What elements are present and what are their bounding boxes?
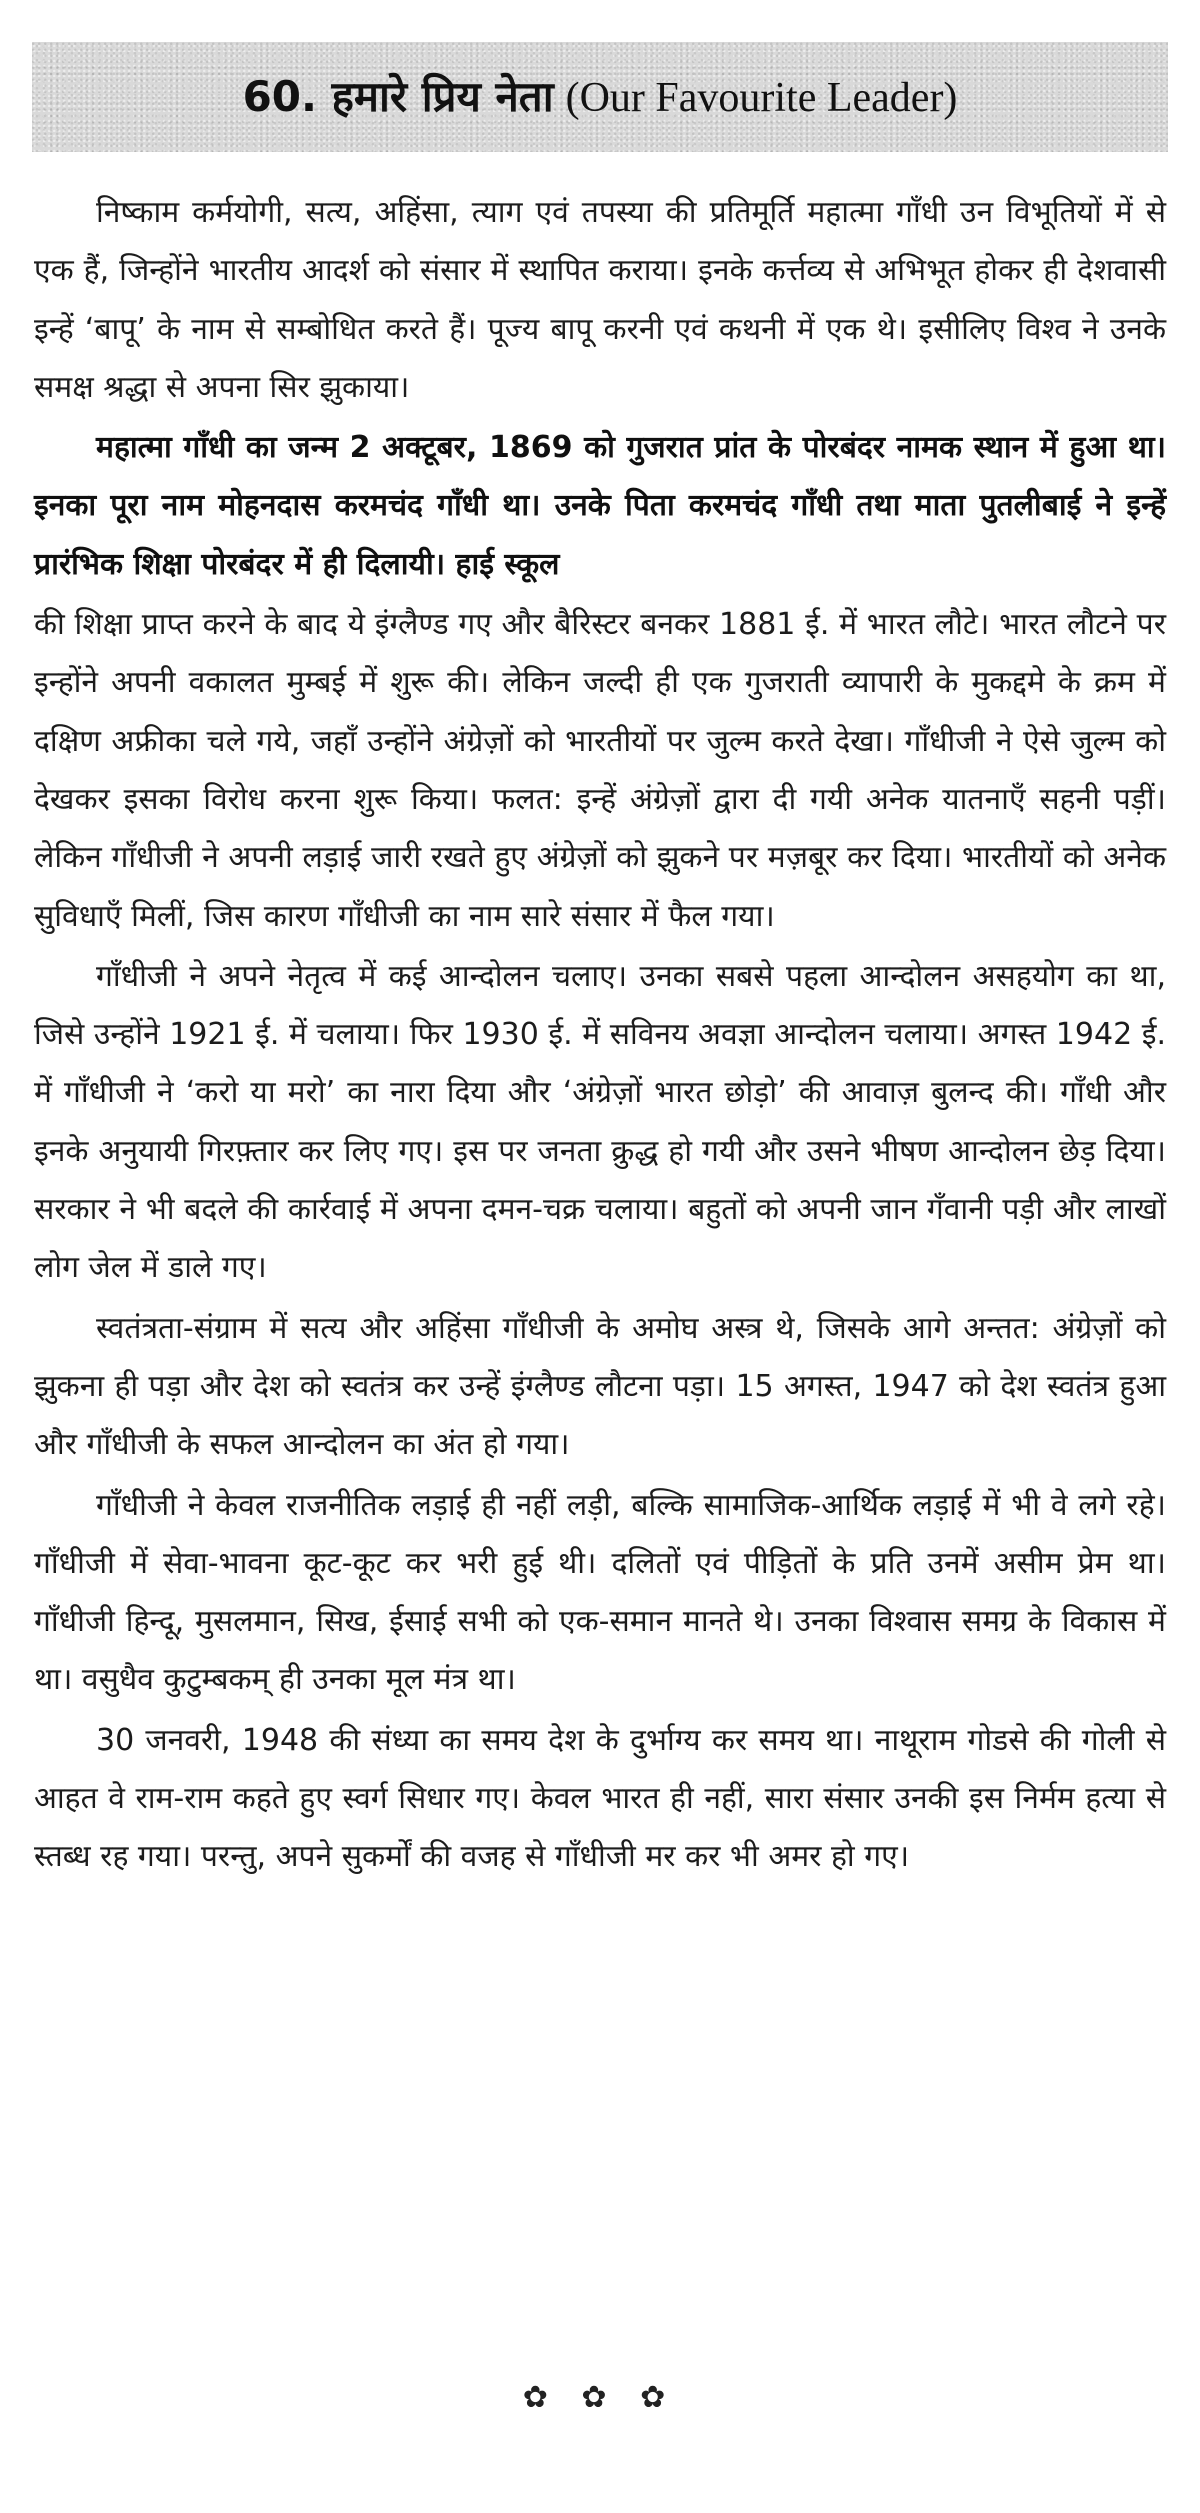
page-title (242, 71, 958, 121)
title-banner (32, 42, 1168, 152)
title-english: (Our Favourite Leader) (565, 74, 958, 121)
paragraph-independence: स्वतंत्रता-संग्राम में सत्य और अहिंसा गाँधीजी के अमोघ अस्त्र थे, जिसके आगे अन्तत: अंग्रेज़ों को झुकना ही पड़ा और देश को स्वतंत्र कर उन्हें इंग्लैण्ड लौटना पड़ा। 15 अगस्त, 1947 को देश स्वतंत्र हुआ और गाँधीजी के सफल आन्दोलन का अंत हो गया। (34, 1310, 1166, 1463)
paragraph-south-africa: की शिक्षा प्राप्त करने के बाद ये इंग्लैण्ड गए और बैरिस्टर बनकर 1881 ई. में भारत लौटे। भारत लौटने पर इन्होंने अपनी वकालत मुम्बई में शुरू की। लेकिन जल्दी ही एक गुजराती व्यापारी के मुकद्दमे के क्रम में दक्षिण अफ्रीका चले गये, जहाँ उन्होंने अंग्रेज़ों को भारतीयों पर जुल्म करते देखा। गाँधीजी ने ऐसे जुल्म को देखकर इसका विरोध करना शुरू किया। फलत: इन्हें अंग्रेज़ों द्वारा दी गयी अनेक यातनाएँ सहनी पड़ीं। लेकिन गाँधीजी ने अपनी लड़ाई जारी रखते हुए अंग्रेज़ों को झुकने पर मज़बूर कर दिया। भारतीयों को अनेक सुविधाएँ मिलीं, जिस कारण गाँधीजी का नाम सारे संसार में फैल गया। (34, 607, 1166, 934)
paragraph-death: 30 जनवरी, 1948 की संध्या का समय देश के दुर्भाग्य कर समय था। नाथूराम गोडसे की गोली से आहत वे राम-राम कहते हुए स्वर्ग सिधार गए। केवल भारत ही नहीं, सारा संसार उनकी इस निर्मम हत्या से स्तब्ध रह गया। परन्तु, अपने सुकर्मों की वजह से गाँधीजी मर कर भी अमर हो गए। (34, 1722, 1166, 1875)
paragraph-movements: गाँधीजी ने अपने नेतृत्व में कई आन्दोलन चलाए। उनका सबसे पहला आन्दोलन असहयोग का था, जिसे उन्होंने 1921 ई. में चलाया। फिर 1930 ई. में सविनय अवज्ञा आन्दोलन चलाया। अगस्त 1942 ई. में गाँधीजी ने ‘करो या मरो’ का नारा दिया और ‘अंग्रेज़ों भारत छोड़ो’ की आवाज़ बुलन्द की। गाँधी और इनके अनुयायी गिरफ़्तार कर लिए गए। इस पर जनता क्रुद्ध हो गयी और उसने भीषण आन्दोलन छेड़ दिया। सरकार ने भी बदले की कार्रवाई में अपना दमन-चक्र चलाया। बहुतों को अपनी जान गँवानी पड़ी और लाखों लोग जेल में डाले गए। (34, 958, 1166, 1286)
essay-body (34, 184, 1166, 1889)
paragraph-introduction: निष्काम कर्मयोगी, सत्य, अहिंसा, त्याग एवं तपस्या की प्रतिमूर्ति महात्मा गाँधी उन विभूतियों में से एक हैं, जिन्होंने भारतीय आदर्श को संसार में स्थापित कराया। इनके कर्त्तव्य से अभिभूत होकर ही देशवासी इन्हें ‘बापू’ के नाम से सम्बोधित करते हैं। पूज्य बापू करनी एवं कथनी में एक थे। इसीलिए विश्व ने उनके समक्ष श्रद्धा से अपना सिर झुकाया। (34, 195, 1166, 405)
paragraph-social-work: गाँधीजी ने केवल राजनीतिक लड़ाई ही नहीं लड़ी, बल्कि सामाजिक-आर्थिक लड़ाई में भी वे लगे रहे। गाँधीजी में सेवा-भावना कूट-कूट कर भरी हुई थी। दलितों एवं पीड़ितों के प्रति उनमें असीम प्रेम था। गाँधीजी हिन्दू, मुसलमान, सिख, ईसाई सभी को एक-समान मानते थे। उनका विश्वास समग्र के विकास में था। वसुधैव कुटुम्बकम् ही उनका मूल मंत्र था। (34, 1487, 1166, 1698)
paragraph-birth: महात्मा गाँधी का जन्म 2 अक्टूबर, 1869 को गुजरात प्रांत के पोरबंदर नामक स्थान में हुआ था। इनका पूरा नाम मोहनदास करमचंद गाँधी था। उनके पिता करमचंद गाँधी तथा माता पुतलीबाई ने इन्हें प्रारंभिक शिक्षा पोरबंदर में ही दिलायी। हाई स्कूल (34, 430, 1166, 582)
flower-ornament-icon: ✿ ✿ ✿ (522, 2380, 678, 2415)
title-hindi: 60. हमारे प्रिय नेता (242, 71, 554, 121)
